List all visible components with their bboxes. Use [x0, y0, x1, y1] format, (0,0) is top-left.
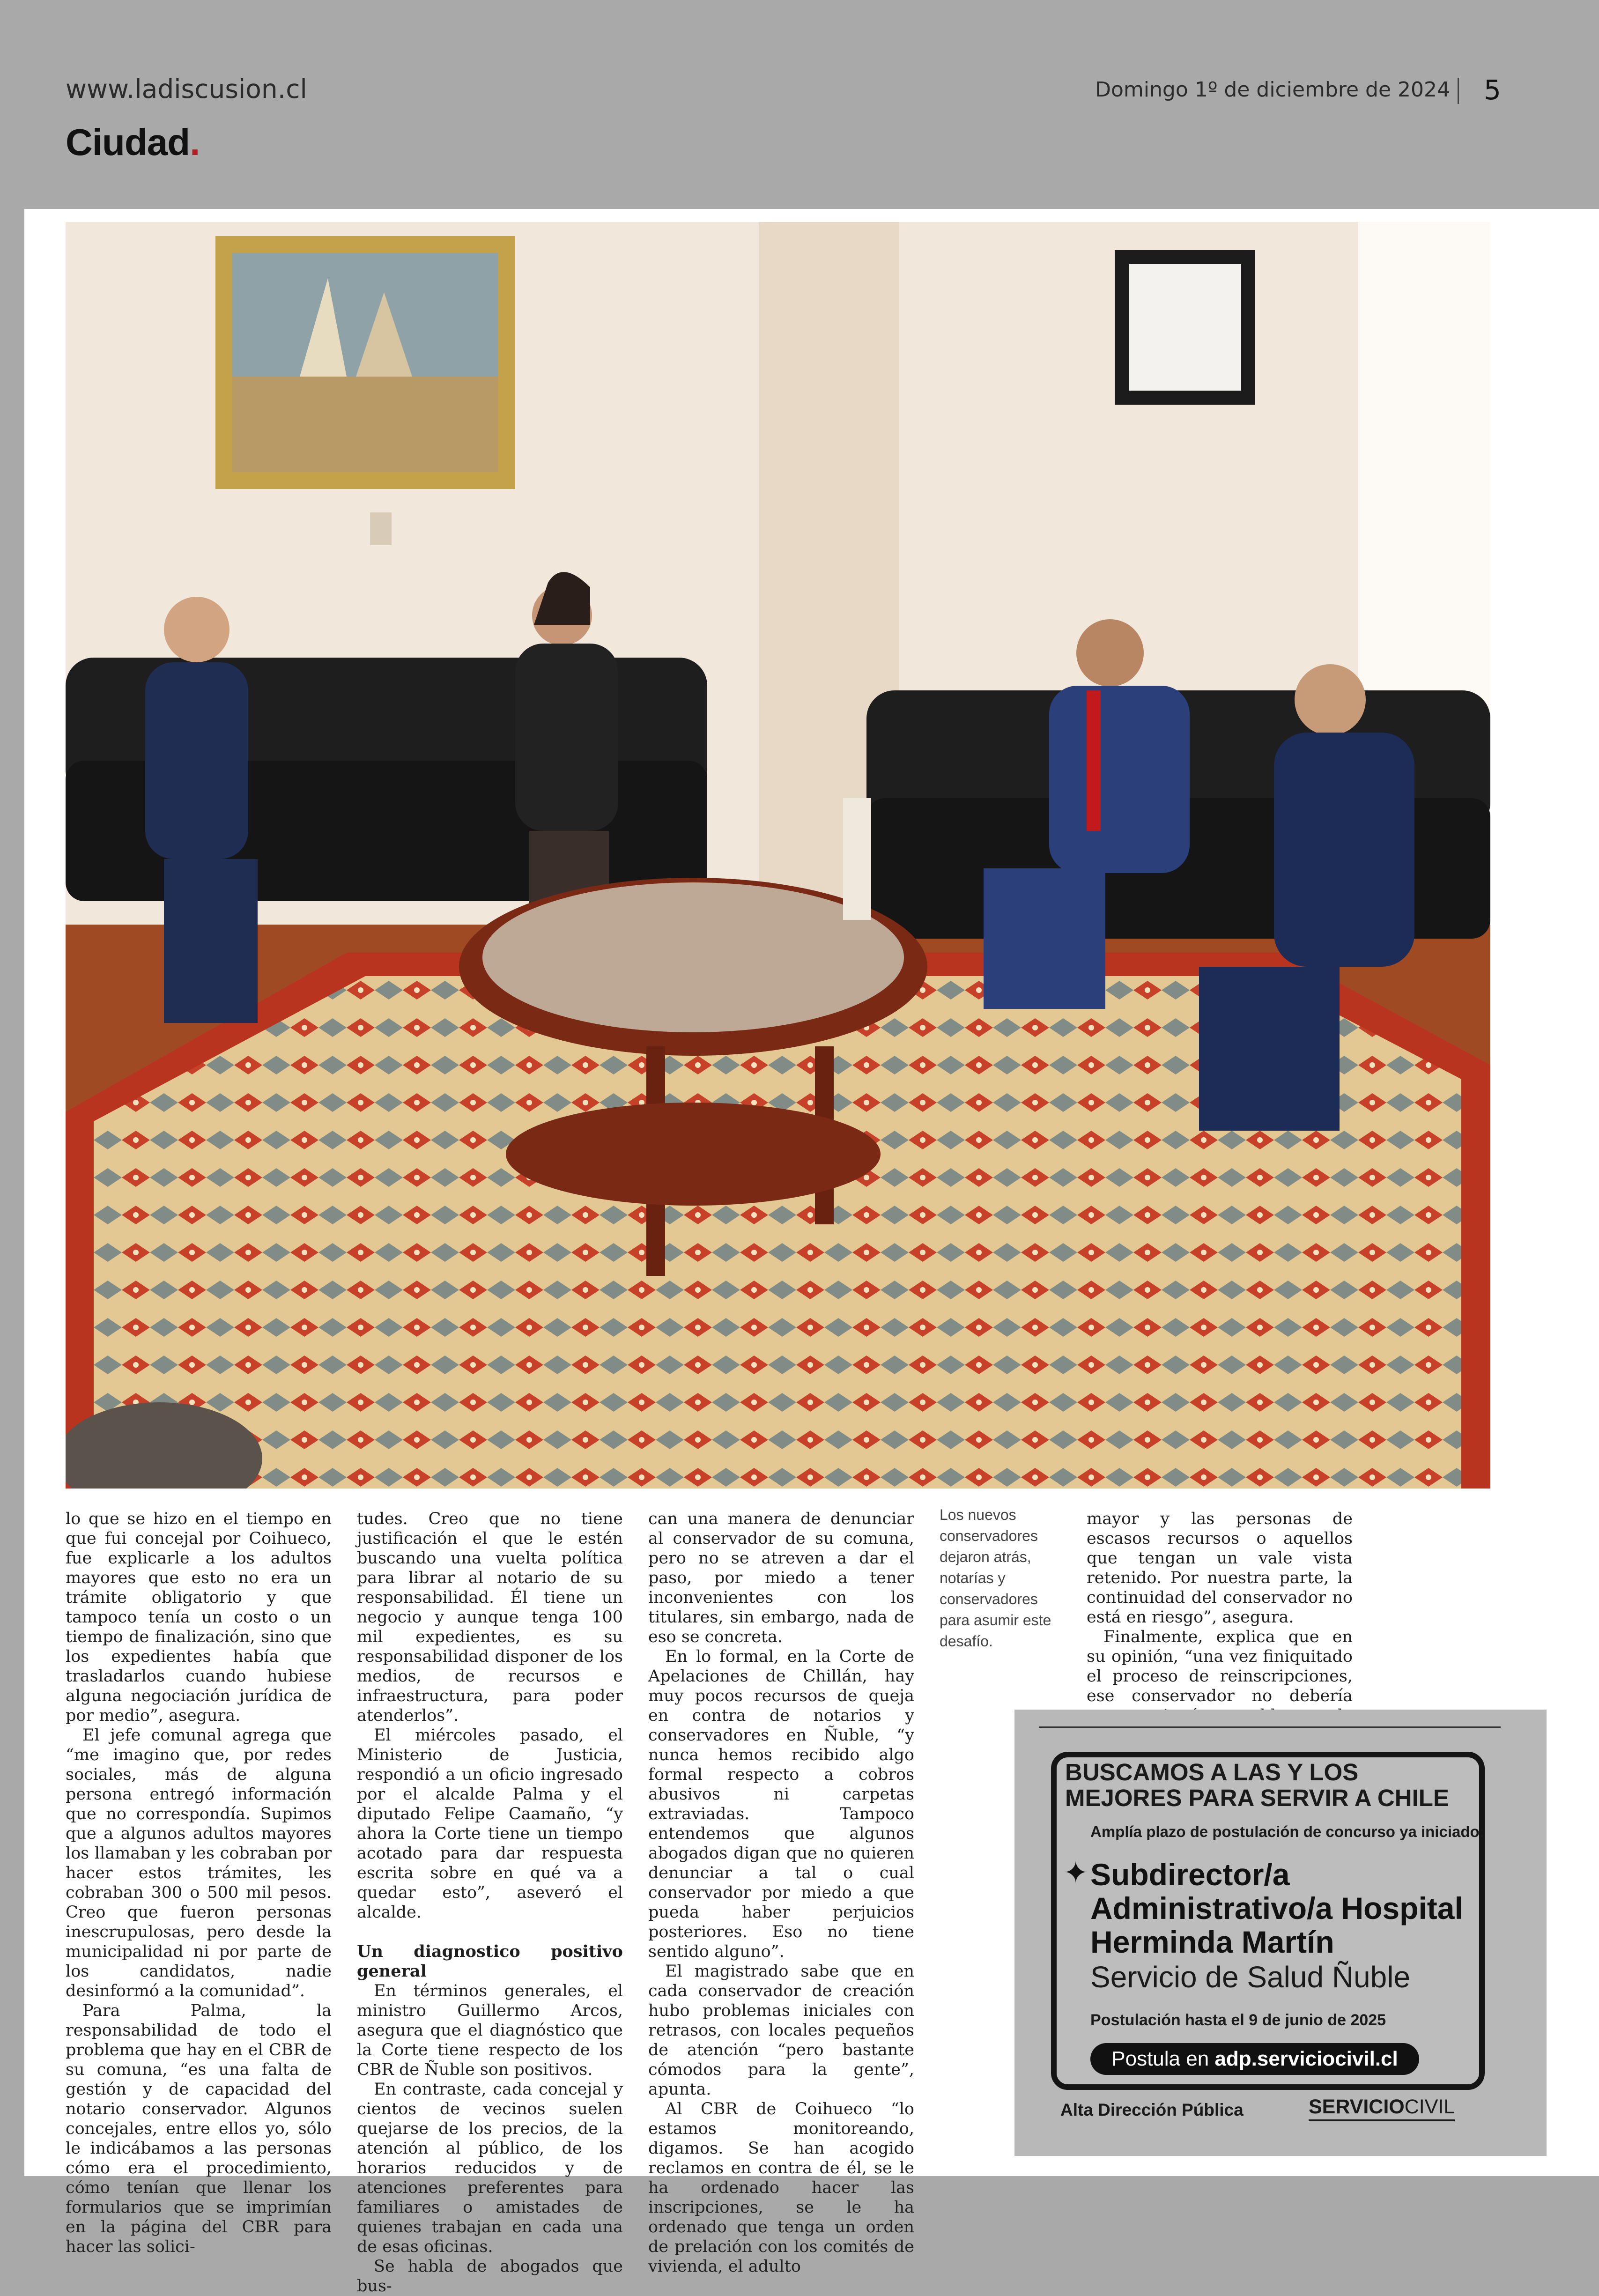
ad-footer-program: Alta Dirección Pública — [1060, 2100, 1244, 2119]
ad-subheadline: Amplía plazo de postulación de concurso ya iniciado: — [1090, 1823, 1485, 1840]
ad-position-title: Subdirector/a Administrativo/a Hospital Herminda Martín — [1090, 1857, 1463, 1959]
logo-bold-part: SERVICIO — [1309, 2096, 1405, 2118]
servicio-civil-logo — [1309, 2096, 1455, 2121]
paragraph: En términos generales, el ministro Guillermo Arcos, asegura que el diagnóstico que la Corte tiene respecto de los CBR de Ñuble son positivos. — [357, 1982, 623, 2079]
apply-prefix: Postula en — [1111, 2047, 1209, 2070]
section-title — [66, 121, 200, 164]
ad-top-rule — [1039, 1726, 1501, 1728]
paragraph: lo que se hizo en el tiempo en que fui concejal por Coihueco, fue explicarle a los adultos mayores que esto no era un trámite obligatorio y que tampoco tenía un costo o un tiempo de finalización, sino que los expedientes había que trasladarlos cuando hubiese alguna negociación jurídica de por medio”, asegura. — [66, 1510, 332, 1725]
page-number: 5 — [1484, 74, 1501, 106]
paragraph: En lo formal, en la Corte de Apelaciones de Chillán, hay muy pocos recursos de queja en contra de notarios y conservadores en Ñuble, “y nunca hemos recibido algo formal respecto a cobros abusivos ni carpetas extraviadas. Tampoco entendemos que algunos abogados digan que no quieren denunciar a tal o cual conservador por miedo a que pueda haber perjuicios posteriores. Eso no tiene sentido alguno”. — [648, 1647, 914, 1961]
paragraph: can una manera de denunciar al conservador de su comuna, pero no se atreven a dar el paso, por miedo a tener inconvenientes con los titulares, sin embargo, nada de eso se concreta. — [648, 1510, 914, 1646]
paragraph: En contraste, cada concejal y cientos de vecinos suelen quejarse de los precios, de la atención al público, de los horarios reducidos y de atenciones preferentes para familiares o amistades de quienes trabajan en cada una de esas oficinas. — [357, 2080, 623, 2256]
ad-organization: Servicio de Salud Ñuble — [1090, 1960, 1411, 1994]
article-column-3 — [648, 1509, 914, 2276]
paragraph: Se habla de abogados que bus- — [357, 2257, 623, 2296]
meeting-photo — [66, 222, 1490, 1489]
star-icon: ✦ — [1063, 1856, 1088, 1890]
section-dot: . — [190, 121, 200, 163]
paragraph: El miércoles pasado, el Ministerio de Justicia, respondió a un oficio ingresado por el alcalde Palma y el diputado Felipe Caamaño, “y ahora la Corte tiene un tiempo acotado para dar respuesta escrita sobre en qué va a quedar esto”, aseveró el alcalde. — [357, 1726, 623, 1922]
article-column-1 — [66, 1509, 332, 2257]
meeting-photo-illustration — [66, 222, 1490, 1489]
issue-date: Domingo 1º de diciembre de 2024 — [1095, 78, 1450, 102]
paragraph: Finalmente, explica que en su opinión, “una vez finiquitado el proceso de reinscripciones, ese conservador no debería — [1087, 1628, 1353, 1705]
paragraph: El jefe comunal agrega que “me imagino que, por redes sociales, más de alguna persona entregó información que no correspondía. Supimos que a algunos adultos mayores los llamaban y les cobraban por hacer estos trámites, les cobraban 300 o 500 mil pesos. Creo que fueron personas inescrupulosas, pero desde la municipalidad ni por parte de los candidatos, nadie desinformó a la comunidad”. — [66, 1726, 332, 2000]
paragraph: mayor y las personas de escasos recursos o aquellos que tengan un vale vista retenido. Por nuestra parte, la continuidad del conservador no está en riesgo”, asegura. — [1087, 1510, 1353, 1627]
date-divider — [1458, 78, 1459, 104]
subheading: Un diagnostico positivo general — [357, 1942, 623, 1981]
site-url[interactable]: www.ladiscusion.cl — [66, 74, 307, 104]
ad-deadline: Postulación hasta el 9 de junio de 2025 — [1090, 2011, 1386, 2029]
paragraph: tudes. Creo que no tiene justificación el que le estén buscando una vuelta política para librar al notario de su responsabilidad. Él tiene un negocio y aunque tenga 100 mil expedientes, es su responsabilidad disponer de los medios, de recursos e infraestructura, para poder atenderlos”. — [357, 1510, 623, 1725]
paragraph: El magistrado sabe que en cada conservador de creación hubo problemas iniciales con retrasos, con locales pequeños de atención “pero bastante cómodos para la gente”, apunta. — [648, 1962, 914, 2099]
ad-headline: BUSCAMOS A LAS Y LOS MEJORES PARA SERVIR A CHILE — [1065, 1759, 1449, 1811]
article-column-2 — [357, 1509, 623, 2296]
section-name: Ciudad — [66, 121, 190, 163]
paragraph: Al CBR de Coihueco “lo estamos monitoreando, digamos. Se han acogido reclamos en contra de él, se le ha ordenado hacer las inscripciones, se le ha ordenado que tenga un orden de prelación con los comités de vivienda, el adulto — [648, 2100, 914, 2276]
apply-link-button[interactable] — [1090, 2043, 1419, 2075]
apply-url[interactable]: adp.serviciocivil.cl — [1214, 2047, 1398, 2070]
paragraph: Para Palma, la responsabilidad de todo el problema que hay en el CBR de su comuna, “es una falta de gestión y de capacidad del notario conservador. Algunos concejales, entre ellos yo, sólo le indicábamos a las personas cómo era el procedimiento, cómo tenían que llenar los formularios que se imprimían en la página del CBR para hacer las solici- — [66, 2001, 332, 2256]
logo-light-part: CIVIL — [1404, 2096, 1455, 2118]
photo-caption: Los nuevos conservadores dejaron atrás, notarías y conservadores para asumir este desafío. — [940, 1506, 1051, 1650]
